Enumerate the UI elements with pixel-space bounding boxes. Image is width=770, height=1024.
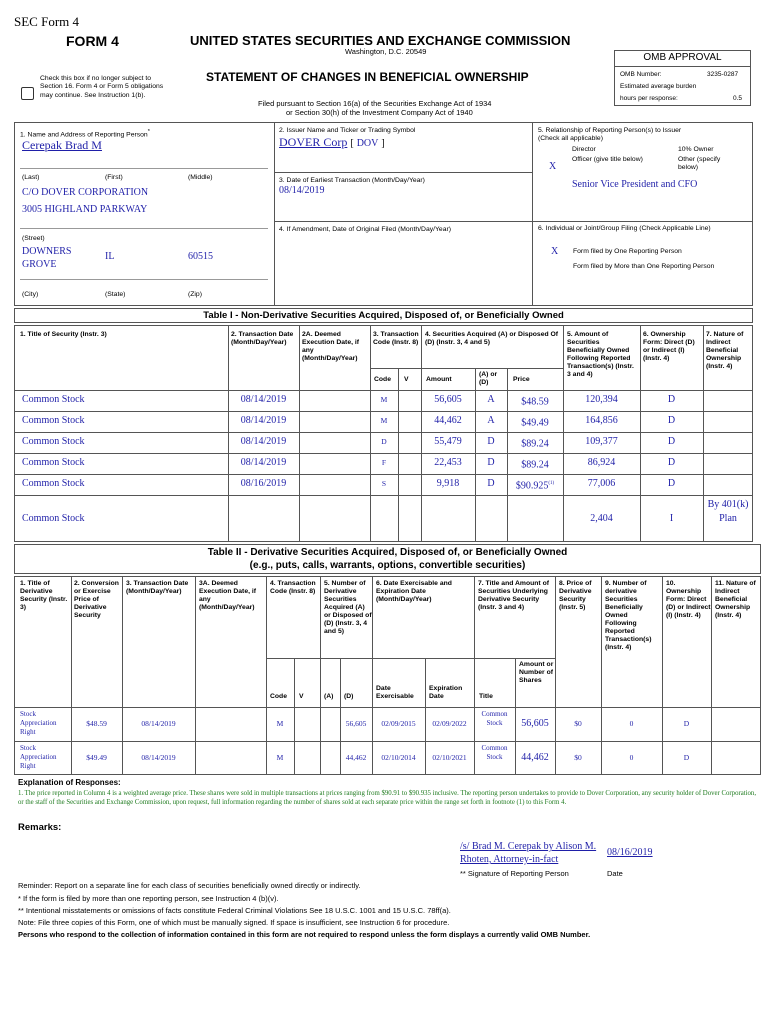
- t1-row-ad: A: [487, 394, 495, 405]
- t2-h10: 10. Ownership Form: Direct (D) or Indirect (I) (Instr. 4): [666, 580, 711, 619]
- t2-row-de: 02/09/2015: [381, 719, 416, 728]
- t1-row-amount: 56,605: [434, 394, 462, 405]
- t1-row-code: M: [380, 395, 388, 404]
- t2-h1: 1. Title of Derivative Security (Instr. 3): [20, 580, 68, 611]
- t2-row-n9: 0: [629, 719, 634, 728]
- t1-row-date: 08/14/2019: [240, 394, 287, 405]
- t2-row-price: $49.49: [86, 753, 107, 762]
- ten-percent-owner-label: 10% Owner: [678, 146, 714, 153]
- t2-code-label: Code: [270, 693, 287, 700]
- t1-row-owned: 77,006: [587, 478, 616, 489]
- t2-h7: 7. Title and Amount of Securities Underlying Derivative Security (Instr. 3 and 4): [478, 580, 549, 611]
- t2-row-p8: $0: [574, 753, 582, 762]
- t1-h2a: 2A. Deemed Execution Date, if any (Month/Day/Year): [302, 331, 360, 362]
- t1-row-title: Common Stock: [22, 478, 85, 489]
- t1-row-ad: D: [487, 478, 495, 489]
- no-longer-subject-checkbox[interactable]: [21, 87, 34, 100]
- t1-h7: 7. Nature of Indirect Beneficial Ownership (Instr. 4): [706, 331, 744, 370]
- t2-h6: 6. Date Exercisable and Expiration Date (Month/Day/Year): [376, 580, 452, 603]
- t2-h8: 8. Price of Derivative Security (Instr. 5): [559, 580, 592, 611]
- t1-row-owned: 164,856: [585, 415, 618, 426]
- t1-v-label: V: [404, 376, 409, 383]
- filed-pursuant-line1: Filed pursuant to Section 16(a) of the Securities Exchange Act of 1934: [258, 99, 492, 108]
- t2-a-label: (A): [324, 693, 334, 700]
- t1-h5: 5. Amount of Securities Beneficially Owned Following Reported Transaction(s) (Instr. 3 and 4): [567, 331, 634, 378]
- t2-row-f10: D: [683, 753, 690, 762]
- filed-pursuant-line2: or Section 30(h) of the Investment Company Act of 1940: [286, 108, 473, 117]
- t1-row-form: D: [667, 394, 676, 405]
- t2-row-price: $48.59: [86, 719, 107, 728]
- omb-hours-label: hours per response:: [620, 95, 678, 102]
- t2-row-code: M: [276, 719, 284, 728]
- zip-label: (Zip): [188, 291, 202, 298]
- issuer-ticker: DOVER Corp [ DOV ]: [279, 135, 385, 149]
- t2-title-label: Title: [479, 693, 493, 700]
- address-line1: C/O DOVER CORPORATION: [22, 187, 149, 198]
- t1-row-title: Common Stock: [22, 513, 85, 524]
- reminder-5: Persons who respond to the collection of information contained in this form are not required to respond unless the form displays a currently valid OMB Number.: [18, 930, 591, 939]
- t1-row-price: [507, 477, 563, 493]
- signature: /s/ Brad M. Cerepak by Alison M. Rhoten, Attorney-in-fact: [460, 841, 597, 865]
- t2-h2: 2. Conversion or Exercise Price of Derivative Security: [74, 580, 119, 619]
- t2-h11: 11. Nature of Indirect Beneficial Ownership (Instr. 4): [715, 580, 756, 619]
- t1-row-amount: 44,462: [434, 415, 462, 426]
- reminder-2: * If the form is filed by more than one reporting person, see Instruction 4 (b)(v).: [18, 894, 279, 903]
- t1-row-price: [507, 393, 563, 409]
- t2-date-exercisable-label: Date Exercisable: [376, 685, 414, 700]
- t1-row-title: Common Stock: [22, 415, 85, 426]
- t2-h9: 9. Number of derivative Securities Beneficially Owned Following Reported Transaction(s) (Instr. 4): [605, 580, 652, 651]
- section4-label: 4. If Amendment, Date of Original Filed (Month/Day/Year): [279, 226, 452, 233]
- t2-expiration-label: Expiration Date: [429, 685, 463, 700]
- omb-number-label: OMB Number:: [620, 71, 662, 78]
- t2-row-ed: 02/10/2021: [432, 753, 467, 762]
- other-label: Other (specify below): [678, 156, 721, 171]
- section1-label: 1. Name and Address of Reporting Person*: [20, 129, 150, 139]
- explanation-heading: Explanation of Responses:: [18, 778, 121, 787]
- t1-row-ad: D: [487, 436, 495, 447]
- t1-h2: 2. Transaction Date (Month/Day/Year): [231, 331, 294, 346]
- t1-row-date: 08/14/2019: [240, 415, 287, 426]
- t2-row-de: 02/10/2014: [381, 753, 416, 762]
- t1-price-label: Price: [513, 376, 530, 383]
- reminder-1: Reminder: Report on a separate line for each class of securities beneficially owned directly or indirectly.: [18, 881, 361, 890]
- t2-row-ua: 56,605: [521, 718, 549, 729]
- officer-check-mark[interactable]: X: [549, 161, 557, 172]
- t2-row-d: 56,605: [345, 719, 367, 728]
- t1-row-form: D: [667, 478, 676, 489]
- t1-row-price: $89.24: [521, 459, 549, 471]
- omb-hours: 0.5: [733, 95, 743, 102]
- t1-row-price: $49.49: [521, 417, 549, 429]
- t1-row-title: Common Stock: [22, 457, 85, 468]
- one-person-check-mark[interactable]: X: [551, 246, 559, 257]
- section3-label: 3. Date of Earliest Transaction (Month/Day/Year): [279, 177, 425, 184]
- t1-row-ad: A: [487, 415, 495, 426]
- t2-h3: 3. Transaction Date (Month/Day/Year): [126, 580, 189, 595]
- t1-row-date: 08/16/2019: [240, 478, 287, 489]
- t2-row-title: Stock Appreciation Right: [20, 744, 57, 770]
- section6-label: 6. Individual or Joint/Group Filing (Check Applicable Line): [538, 225, 711, 232]
- agency-city: Washington, D.C. 20549: [345, 47, 427, 56]
- t1-row-owned: 86,924: [587, 457, 616, 468]
- signature-label: ** Signature of Reporting Person: [460, 869, 569, 878]
- agency-title: UNITED STATES SECURITIES AND EXCHANGE COMMISSION: [190, 33, 571, 48]
- t2-row-code: M: [276, 753, 284, 762]
- t1-row-title: Common Stock: [22, 436, 85, 447]
- t2-row-ua: 44,462: [521, 752, 549, 763]
- t1-row-form: I: [669, 513, 674, 524]
- t1-row-code: D: [381, 437, 387, 446]
- t1-row-footnote-ref: (1): [548, 481, 555, 486]
- t2-amount-label: Amount or Number of Shares: [519, 661, 554, 684]
- omb-approval-title: OMB APPROVAL: [643, 52, 722, 63]
- checkbox-instructions: Check this box if no longer subject to Section 16. Form 4 or Form 5 obligations may continue. See Instruction 1(b).: [40, 75, 164, 99]
- t1-h1: 1. Title of Security (Instr. 3): [20, 331, 107, 338]
- t2-row-ed: 02/09/2022: [432, 719, 467, 728]
- t1-row-price: [507, 435, 563, 451]
- t1-row-owned: 120,394: [585, 394, 618, 405]
- table2-subtitle: (e.g., puts, calls, warrants, options, convertible securities): [249, 560, 526, 571]
- t1-row-date: 08/14/2019: [240, 457, 287, 468]
- state-label: (State): [105, 291, 126, 298]
- sec-form-label: SEC Form 4: [14, 14, 80, 29]
- director-label: Director: [572, 146, 596, 153]
- t1-row-code: M: [380, 416, 388, 425]
- reminder-4: Note: File three copies of this Form, one of which must be manually signed. If space is insufficient, see Instruction 6 for procedure.: [18, 918, 450, 927]
- t1-row-owned: 109,377: [585, 436, 618, 447]
- t1-row-title: Common Stock: [22, 394, 85, 405]
- t1-row-nature: By 401(k) Plan: [707, 499, 749, 524]
- omb-number: 3235-0287: [707, 71, 739, 78]
- t2-row-n9: 0: [629, 753, 634, 762]
- omb-burden-label: Estimated average burden: [620, 83, 697, 90]
- t1-row-form: D: [667, 436, 676, 447]
- t1-h6: 6. Ownership Form: Direct (D) or Indirect (I) (Instr. 4): [643, 331, 695, 362]
- table2-title: Table II - Derivative Securities Acquired, Disposed of, or Beneficially Owned: [207, 547, 568, 558]
- t1-row-ad: D: [487, 457, 495, 468]
- t1-h4: 4. Securities Acquired (A) or Disposed Of (D) (Instr. 3, 4 and 5): [425, 331, 559, 346]
- t2-h5: 5. Number of Derivative Securities Acquired (A) or Disposed of (D) (Instr. 3, 4 and 5): [324, 580, 372, 635]
- city-value: DOWNERS GROVE: [22, 246, 72, 270]
- t1-row-form: D: [667, 457, 676, 468]
- first-label: (First): [105, 174, 123, 181]
- one-person-label: Form filed by One Reporting Person: [573, 248, 682, 255]
- remarks-heading: Remarks:: [18, 822, 62, 833]
- ticker-symbol: DOV: [356, 138, 379, 149]
- t1-row-code: F: [381, 458, 387, 467]
- form-title: FORM 4: [66, 33, 119, 49]
- officer-title: Senior Vice President and CFO: [572, 179, 698, 190]
- t1-row-amount: 55,479: [434, 436, 462, 447]
- section5-sub: (Check all applicable): [538, 135, 603, 142]
- reminder-3: ** Intentional misstatements or omissions of facts constitute Federal Criminal Violations See 18 U.S.C. 1001 and 15 U.S.C. 78ff(a).: [18, 906, 451, 915]
- t2-h4: 4. Transaction Code (Instr. 8): [270, 580, 316, 595]
- state-value: IL: [105, 251, 115, 262]
- t1-row-price: $90.925: [515, 480, 549, 492]
- t1-row-amount: 9,918: [436, 478, 460, 489]
- more-persons-label: Form filed by More than One Reporting Person: [573, 263, 715, 270]
- t2-v-label: V: [299, 693, 304, 700]
- earliest-transaction-date: 08/14/2019: [279, 185, 325, 196]
- t2-row-ut: Common Stock: [481, 744, 508, 761]
- section5-label: 5. Relationship of Reporting Person(s) to Issuer: [538, 127, 682, 134]
- zip-value: 60515: [188, 251, 213, 262]
- t1-amount-label: Amount: [426, 376, 452, 383]
- section2-label: 2. Issuer Name and Ticker or Trading Symbol: [279, 127, 416, 134]
- statement-title: STATEMENT OF CHANGES IN BENEFICIAL OWNERSHIP: [206, 70, 529, 84]
- issuer-name[interactable]: DOVER Corp: [279, 135, 348, 149]
- t2-row-title: Stock Appreciation Right: [20, 710, 57, 736]
- city-label: (City): [22, 291, 39, 298]
- t2-row-date: 08/14/2019: [141, 753, 176, 762]
- t2-h3a: 3A. Deemed Execution Date, if any (Month/Day/Year): [199, 580, 257, 611]
- t1-code-label: Code: [374, 376, 391, 383]
- footnote-1: 1. The price reported in Column 4 is a weighted average price. These shares were sold in multiple transactions at prices ranging from $90.91 to $90.935 inclusive. The reporting person undertakes to provide to Dover Corporation, any security holder of Dover Corporation, or the staff of the Securities and Exchange Commission, upon request, full information regarding the number of shares sold at each separate price within the range set forth in footnote (1) to this Form 4.: [18, 790, 757, 806]
- t1-h3: 3. Transaction Code (Instr. 8): [373, 331, 419, 346]
- street-label: (Street): [22, 235, 45, 242]
- signature-date: 08/16/2019: [607, 847, 653, 858]
- t1-row-owned: 2,404: [590, 513, 613, 524]
- t1-row-code: S: [381, 479, 387, 488]
- t1-row-amount: 22,453: [434, 457, 462, 468]
- t2-row-ut: Common Stock: [481, 710, 508, 727]
- t1-row-form: D: [667, 415, 676, 426]
- table1-title: Table I - Non-Derivative Securities Acquired, Disposed of, or Beneficially Owned: [203, 310, 564, 321]
- t1-row-price: [507, 414, 563, 430]
- date-label: Date: [607, 869, 623, 878]
- t1-aord-label: (A) or (D): [479, 371, 498, 386]
- last-label: (Last): [22, 174, 40, 181]
- t1-row-price: $48.59: [521, 396, 549, 408]
- t1-row-date: 08/14/2019: [240, 436, 287, 447]
- t2-row-d: 44,462: [345, 753, 367, 762]
- t2-d-label: (D): [344, 693, 354, 700]
- reporting-person-name[interactable]: Cerepak Brad M: [22, 138, 102, 152]
- address-line2: 3005 HIGHLAND PARKWAY: [22, 204, 148, 215]
- t2-row-p8: $0: [574, 719, 582, 728]
- middle-label: (Middle): [188, 174, 213, 181]
- officer-label: Officer (give title below): [572, 156, 643, 163]
- t2-row-f10: D: [683, 719, 690, 728]
- t1-row-price: $89.24: [521, 438, 549, 450]
- t1-row-price: [507, 456, 563, 472]
- t2-row-date: 08/14/2019: [141, 719, 176, 728]
